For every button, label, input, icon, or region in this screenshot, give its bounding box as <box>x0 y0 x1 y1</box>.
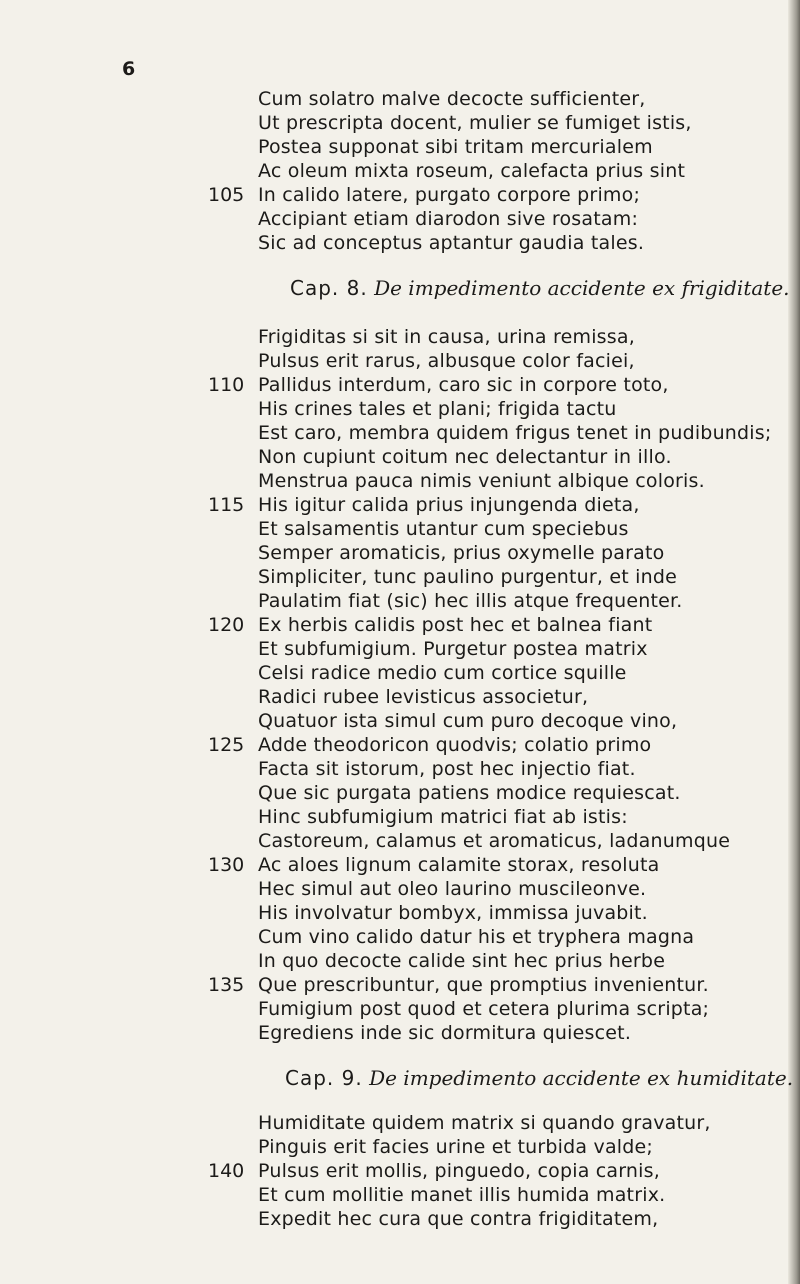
verse-line: Pulsus erit mollis, pinguedo, copia carnis, <box>258 1160 660 1182</box>
line-number: 105 <box>208 184 245 206</box>
verse-line: Et cum mollitie manet illis humida matrix. <box>258 1184 666 1206</box>
verse-line: Egrediens inde sic dormitura quiescet. <box>258 1022 632 1044</box>
verse-line: Ac oleum mixta roseum, calefacta prius sint <box>258 160 686 182</box>
verse-line: Hec simul aut oleo laurino muscileonve. <box>258 878 647 900</box>
line-number: 120 <box>208 614 245 636</box>
line-number: 140 <box>208 1160 245 1182</box>
verse-line: In quo decocte calide sint hec prius herbe <box>258 950 666 972</box>
verse-line: Pallidus interdum, caro sic in corpore toto, <box>258 374 669 396</box>
verse-line: Et salsamentis utantur cum speciebus <box>258 518 629 540</box>
line-number: 115 <box>208 494 245 516</box>
chapter-title: De impedimento accidente ex frigiditate. <box>374 276 790 300</box>
verse-line: Castoreum, calamus et aromaticus, ladanumque <box>258 830 731 852</box>
line-number: 130 <box>208 854 245 876</box>
verse-line: His igitur calida prius injungenda dieta, <box>258 494 640 516</box>
verse-line: Adde theodoricon quodvis; colatio primo <box>258 734 652 756</box>
chapter-heading-9 <box>285 1066 793 1090</box>
verse-line: Radici rubee levisticus associetur, <box>258 686 589 708</box>
verse-line: Frigiditas si sit in causa, urina remissa, <box>258 326 635 348</box>
verse-line: Cum solatro malve decocte sufficienter, <box>258 88 646 110</box>
verse-line: Ac aloes lignum calamite storax, resoluta <box>258 854 660 876</box>
chapter-label: Cap. 9. <box>285 1066 363 1090</box>
verse-line: Et subfumigium. Purgetur postea matrix <box>258 638 648 660</box>
chapter-label: Cap. 8. <box>290 276 368 300</box>
verse-line: Sic ad conceptus aptantur gaudia tales. <box>258 232 645 254</box>
verse-line: His crines tales et plani; frigida tactu <box>258 398 617 420</box>
verse-line: His involvatur bombyx, immissa juvabit. <box>258 902 648 924</box>
verse-line: Postea supponat sibi tritam mercurialem <box>258 136 653 158</box>
chapter-title: De impedimento accidente ex humiditate. <box>369 1066 794 1090</box>
line-number: 110 <box>208 374 245 396</box>
verse-line: Ut prescripta docent, mulier se fumiget istis, <box>258 112 692 134</box>
verse-line: Ex herbis calidis post hec et balnea fiant <box>258 614 653 636</box>
verse-line: Fumigium post quod et cetera plurima scripta; <box>258 998 710 1020</box>
verse-line: Expedit hec cura que contra frigiditatem, <box>258 1208 659 1230</box>
line-number: 135 <box>208 974 245 996</box>
verse-line: Humiditate quidem matrix si quando gravatur, <box>258 1112 711 1134</box>
verse-line: Hinc subfumigium matrici fiat ab istis: <box>258 806 628 828</box>
verse-line: In calido latere, purgato corpore primo; <box>258 184 641 206</box>
verse-line: Semper aromaticis, prius oxymelle parato <box>258 542 665 564</box>
verse-line: Accipiant etiam diarodon sive rosatam: <box>258 208 639 230</box>
line-number: 125 <box>208 734 245 756</box>
verse-line: Simpliciter, tunc paulino purgentur, et inde <box>258 566 678 588</box>
chapter-heading-8 <box>290 276 790 300</box>
page-edge <box>788 0 800 1284</box>
verse-line: Facta sit istorum, post hec injectio fiat. <box>258 758 636 780</box>
verse-line: Est caro, membra quidem frigus tenet in pudibundis; <box>258 422 772 444</box>
verse-line: Paulatim fiat (sic) hec illis atque frequenter. <box>258 590 683 612</box>
verse-line: Quatuor ista simul cum puro decoque vino, <box>258 710 678 732</box>
verse-line: Non cupiunt coitum nec delectantur in illo. <box>258 446 672 468</box>
verse-line: Cum vino calido datur his et tryphera magna <box>258 926 695 948</box>
verse-line: Que prescribuntur, que promptius invenientur. <box>258 974 709 996</box>
page-number: 6 <box>122 58 136 80</box>
verse-line: Celsi radice medio cum cortice squille <box>258 662 627 684</box>
verse-line: Pinguis erit facies urine et turbida valde; <box>258 1136 654 1158</box>
verse-line: Que sic purgata patiens modice requiescat. <box>258 782 681 804</box>
verse-line: Pulsus erit rarus, albusque color faciei, <box>258 350 635 372</box>
verse-line: Menstrua pauca nimis veniunt albique coloris. <box>258 470 705 492</box>
